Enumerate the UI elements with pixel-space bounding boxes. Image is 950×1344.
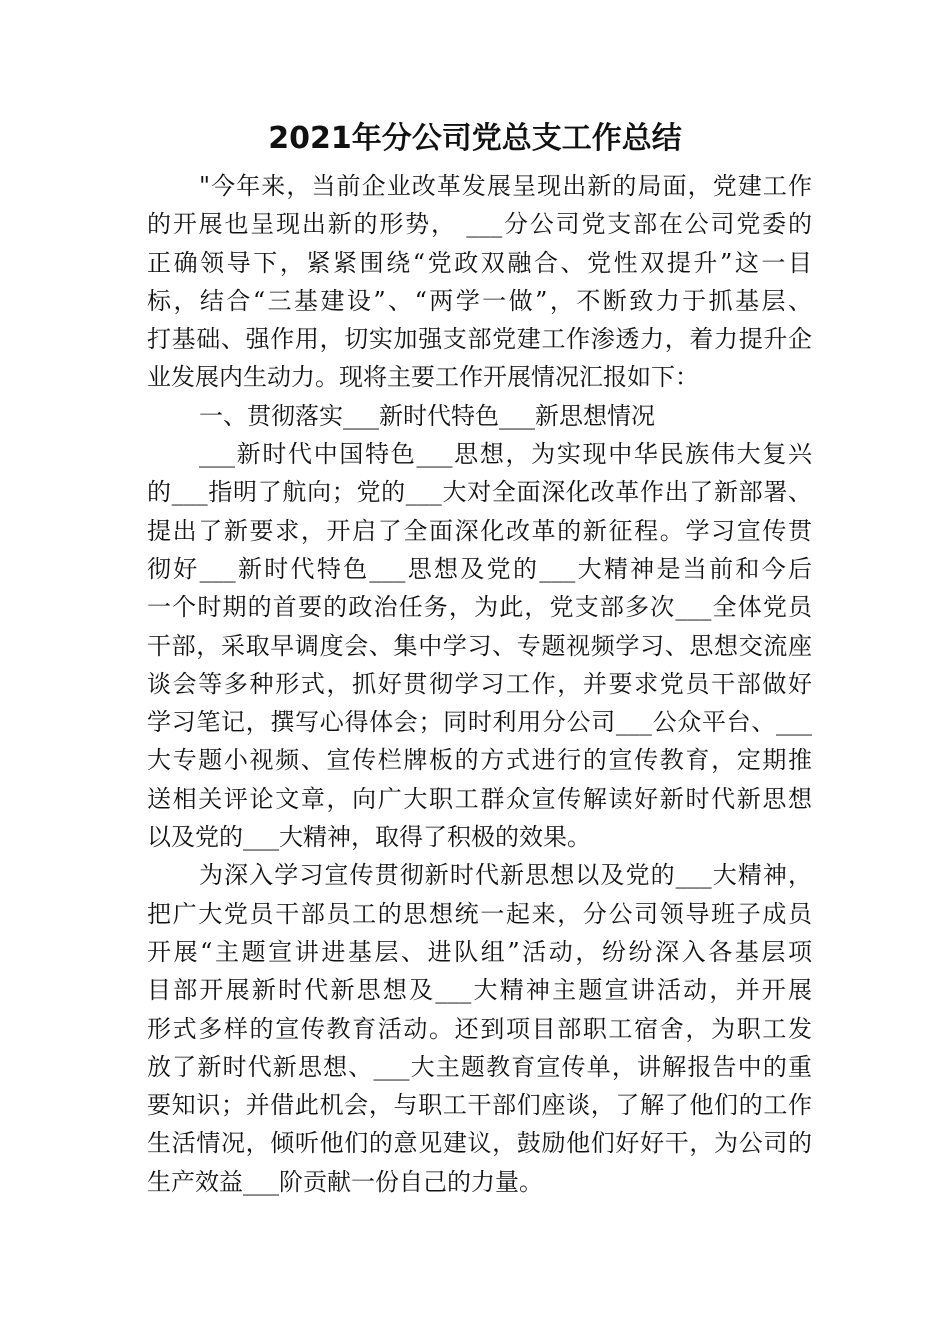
text-line: 提出了新要求，开启了全面深化改革的新征程。学习宣传贯	[147, 516, 812, 545]
text-line: 生产效益___阶贡献一份自己的力量。	[147, 1167, 543, 1196]
text-line: 的___指明了航向；党的___大对全面深化改革作出了新部署、	[147, 478, 812, 507]
text-line: 标，结合“三基建设”、“两学一做”，不断致力于抓基层、	[147, 286, 812, 315]
text-line: "今年来，当前企业改革发展呈现出新的局面，党建工作	[199, 172, 812, 200]
text-line: 生活情况，倾听他们的意见建议，鼓励他们好好干，为公司的	[147, 1129, 812, 1158]
text-line: 一个时期的首要的政治任务，为此，党支部多次___全体党员	[147, 593, 812, 622]
text-line: ___新时代中国特色___思想，为实现中华民族伟大复兴	[199, 440, 812, 469]
text-line: 目部开展新时代新思想及___大精神主题宣讲活动，并开展	[147, 976, 812, 1005]
text-line: 干部，采取早调度会、集中学习、专题视频学习、思想交流座	[147, 631, 812, 660]
text-line: 的开展也呈现出新的形势， ___分公司党支部在公司党委的	[147, 210, 812, 239]
text-line: 要知识；并借此机会，与职工干部们座谈，了解了他们的工作	[147, 1091, 812, 1120]
text-line: 彻好___新时代特色___思想及党的___大精神是当前和今后	[147, 554, 812, 583]
text-line: 一、贯彻落实___新时代特色___新思想情况	[199, 401, 655, 430]
text-line: 业发展内生动力。现将主要工作开展情况汇报如下：	[147, 363, 699, 392]
text-line: 把广大党员干部员工的思想统一起来，分公司领导班子成员	[147, 899, 812, 928]
text-line: 形式多样的宣传教育活动。还到项目部职工宿舍，为职工发	[147, 1014, 812, 1043]
text-line: 谈会等多种形式，抓好贯彻学习工作，并要求党员干部做好	[147, 669, 812, 698]
text-line: 正确领导下，紧紧围绕“党政双融合、党性双提升”这一目	[147, 248, 812, 277]
text-line: 送相关评论文章，向广大职工群众宣传解读好新时代新思想	[147, 784, 812, 813]
text-line: 以及党的___大精神，取得了积极的效果。	[147, 823, 591, 852]
text-line: 学习笔记，撰写心得体会；同时利用分公司___公众平台、___	[147, 708, 812, 737]
text-line: 为深入学习宣传贯彻新时代新思想以及党的___大精神，	[199, 861, 812, 890]
document-body	[147, 167, 812, 1201]
text-line: 放了新时代新思想、___大主题教育宣传单，讲解报告中的重	[147, 1052, 812, 1081]
text-line: 打基础、强作用，切实加强支部党建工作渗透力，着力提升企	[147, 325, 812, 354]
text-line: 大专题小视频、宣传栏牌板的方式进行的宣传教育，定期推	[147, 746, 812, 775]
text-line: 开展“主题宣讲进基层、进队组”活动，纷纷深入各基层项	[147, 937, 812, 966]
document-title: 2021年分公司党总支工作总结	[268, 121, 682, 156]
